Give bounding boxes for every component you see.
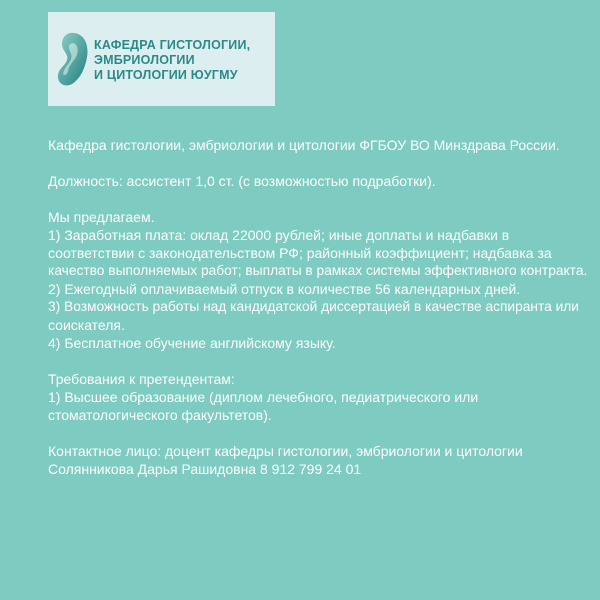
offer-heading: Мы предлагаем. (48, 209, 155, 225)
requirements-line: стоматологического факультетов). (48, 407, 272, 423)
logo-line: КАФЕДРА ГИСТОЛОГИИ, (94, 38, 251, 52)
offer-line: 4) Бесплатное обучение английскому языку. (48, 335, 336, 351)
embryo-logo-icon (54, 31, 90, 87)
requirements-heading: Требования к претендентам: (48, 371, 235, 387)
offer-line: 3) Возможность работы над кандидатской диссертацией в качестве аспиранта или (48, 299, 579, 314)
contact-line: Контактное лицо: доцент кафедры гистологии, эмбриологии и цитологии (48, 443, 523, 459)
offer-line: соискателя. (48, 317, 125, 333)
department-name (94, 38, 272, 83)
offer-line: качество выполняемых работ; выплаты в рамках системы эффективного контракта. (48, 263, 588, 278)
offer-line: 1) Заработная плата: оклад 22000 рублей; иные доплаты и надбавки в (48, 227, 510, 243)
vacancy-text (48, 136, 588, 478)
logo-line: ЭМБРИОЛОГИИ (94, 53, 195, 67)
position-line: Должность: ассистент 1,0 ст. (с возможностью подработки). (48, 173, 436, 189)
offer-line: 2) Ежегодный оплачиваемый отпуск в количестве 56 календарных дней. (48, 281, 521, 297)
offer-line: соответствии с законодательством РФ; районный коэффициент; надбавка за (48, 245, 552, 261)
intro-line: Кафедра гистологии, эмбриологии и цитологии ФГБОУ ВО Минздрава России. (48, 137, 560, 153)
contact-line: Солянникова Дарья Рашидовна 8 912 799 24 01 (48, 461, 362, 477)
department-logo-banner (48, 12, 275, 106)
requirements-line: 1) Высшее образование (диплом лечебного, педиатрического или (48, 389, 479, 405)
logo-line: И ЦИТОЛОГИИ ЮУГМУ (94, 68, 238, 82)
